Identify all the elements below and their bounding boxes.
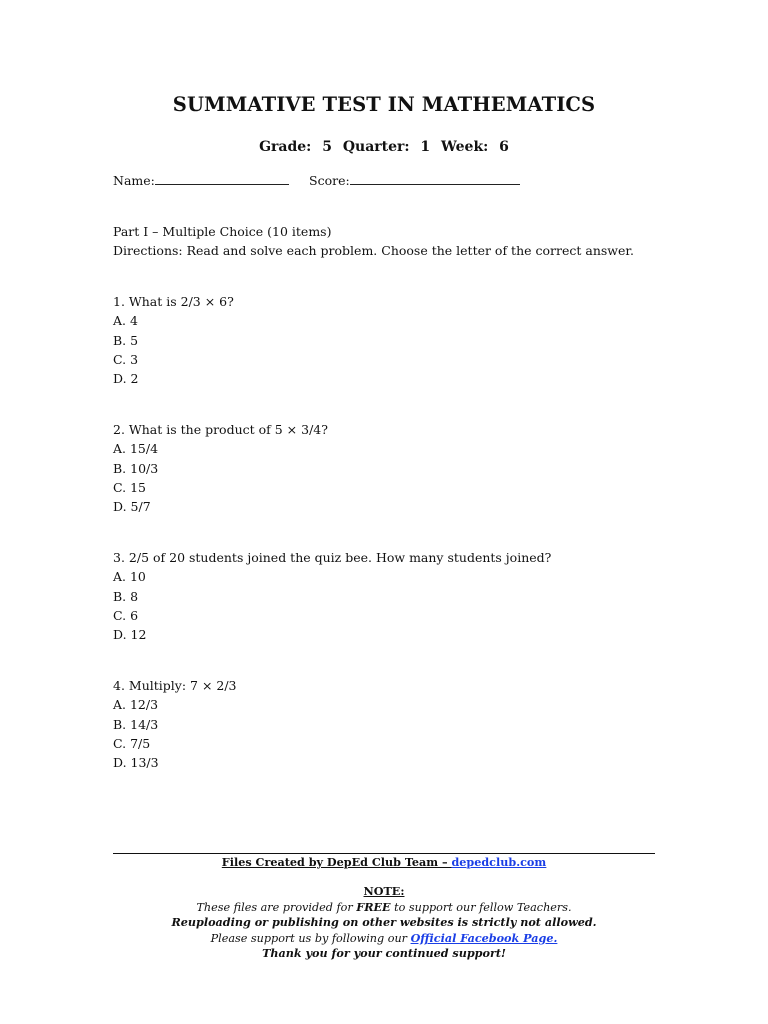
choice-b: B. 14/3 <box>113 716 159 732</box>
choice-d: D. 12 <box>113 627 147 643</box>
choice-a: A. 12/3 <box>113 697 159 713</box>
site-link[interactable]: depedclub.com <box>451 855 547 869</box>
score-label: Score: <box>309 173 350 188</box>
name-blank-line <box>155 173 289 185</box>
question-block <box>113 420 328 516</box>
choice-b: B. 10/3 <box>113 460 159 476</box>
choice-a: A. 10 <box>113 569 146 585</box>
note-label: NOTE: <box>363 884 405 898</box>
facebook-page-link[interactable]: Official Facebook Page. <box>410 931 558 945</box>
choice-c: C. 7/5 <box>113 735 151 751</box>
note-line-reupload: Reuploading or publishing on other websites is strictly not allowed. <box>171 915 597 929</box>
choice-d: D. 5/7 <box>113 499 151 515</box>
choice-c: C. 3 <box>113 351 139 367</box>
question-block <box>113 676 237 772</box>
score-blank-line <box>350 173 520 185</box>
choice-d: D. 13/3 <box>113 755 159 771</box>
question-prompt: 3. 2/5 of 20 students joined the quiz bee. How many students joined? <box>113 550 552 565</box>
note-free-bold: FREE <box>356 900 391 914</box>
name-label: Name: <box>113 173 155 188</box>
note-line-thanks: Thank you for your continued support! <box>262 946 506 960</box>
question-prompt: 2. What is the product of 5 × 3/4? <box>113 422 328 437</box>
choice-a: A. 4 <box>113 313 138 329</box>
note-free-before: These files are provided for <box>196 901 357 914</box>
choice-d: D. 2 <box>113 371 139 387</box>
question-block <box>113 548 551 644</box>
name-field <box>113 173 289 188</box>
note-free-after: to support our fellow Teachers. <box>390 901 572 914</box>
footer-credit <box>113 855 655 870</box>
question-prompt: 1. What is 2/3 × 6? <box>113 294 234 309</box>
question-block <box>113 292 234 388</box>
grade-quarter-week: Grade: 5 Quarter: 1 Week: 6 <box>259 139 509 155</box>
choice-a: A. 15/4 <box>113 441 159 457</box>
choice-c: C. 15 <box>113 479 146 495</box>
directions-text: Directions: Read and solve each problem. Choose the letter of the correct answer. <box>113 243 634 259</box>
note-line-free <box>113 900 655 915</box>
choice-b: B. 8 <box>113 588 139 604</box>
choice-b: B. 5 <box>113 332 139 348</box>
choice-c: C. 6 <box>113 607 139 623</box>
document-title: SUMMATIVE TEST IN MATHEMATICS <box>172 93 596 116</box>
note-line-support <box>113 931 655 946</box>
footer-divider <box>113 853 655 854</box>
credit-text: Files Created by DepEd Club Team – <box>221 855 452 869</box>
score-field <box>309 173 520 188</box>
support-text: Please support us by following our <box>210 932 411 945</box>
part-heading: Part I – Multiple Choice (10 items) <box>113 224 332 239</box>
instructions-block <box>113 222 634 261</box>
question-prompt: 4. Multiply: 7 × 2/3 <box>113 678 237 693</box>
